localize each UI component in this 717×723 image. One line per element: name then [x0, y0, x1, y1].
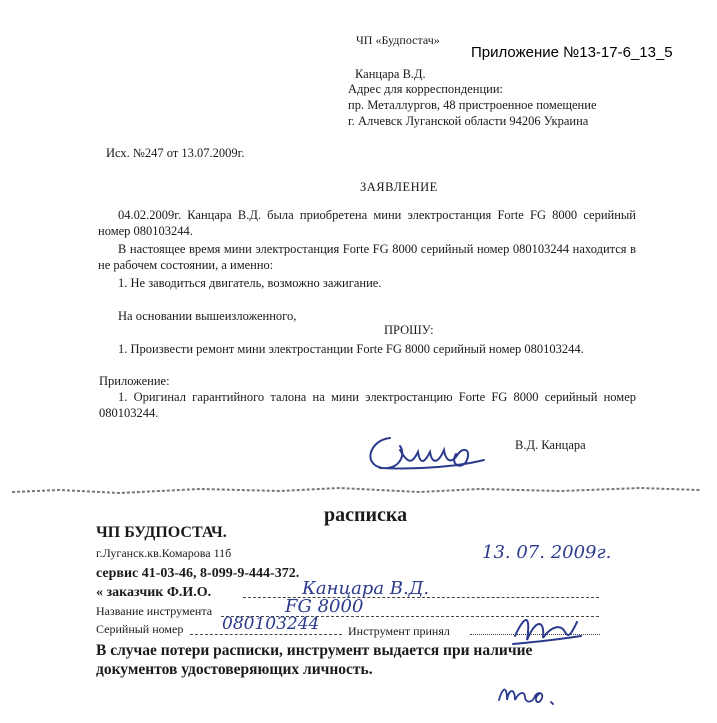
- grounds-text: На основании вышеизложенного,: [118, 309, 297, 323]
- receipt-service-phones: сервис 41-03-46, 8-099-9-444-372.: [96, 566, 300, 581]
- serial-label: Серийный номер: [96, 622, 184, 636]
- receipt-date: 13. 07. 2009г.: [482, 542, 612, 563]
- accepted-label: Инструмент принял: [348, 624, 450, 638]
- appendix-number: Приложение №13-17-6_13_5: [471, 44, 673, 61]
- notice-line-1: В случае потери расписки, инструмент выдается при наличие: [96, 642, 533, 659]
- letter-title: ЗАЯВЛЕНИЕ: [360, 180, 438, 194]
- request-heading: ПРОШУ:: [384, 323, 434, 337]
- serial-value: 080103244: [222, 614, 320, 634]
- instrument-label: Название инструмента: [96, 604, 213, 618]
- receipt-company: ЧП БУДПОСТАЧ.: [96, 524, 227, 541]
- appendix-label: Приложение:: [99, 374, 170, 388]
- address-line-2: г. Алчевск Луганской области 94206 Украина: [348, 114, 589, 128]
- tear-line: [0, 482, 717, 502]
- address-label: Адрес для корреспонденции:: [348, 82, 504, 96]
- outgoing-ref: Исх. №247 от 13.07.2009г.: [106, 146, 245, 160]
- appendix-line-2: 080103244.: [99, 406, 159, 420]
- paragraph-1-line-1: 04.02.2009г. Канцара В.Д. была приобретена мини электростанция Forte FG 8000 серийный: [118, 208, 636, 222]
- company-header: ЧП «Будпостач»: [356, 33, 440, 47]
- addressee-name: Канцара В.Д.: [355, 67, 426, 81]
- paragraph-1-line-2: номер 080103244.: [98, 224, 193, 238]
- instrument-value: FG 8000: [285, 596, 364, 617]
- receipt-title: расписка: [324, 504, 408, 526]
- signature-name: В.Д. Канцара: [515, 438, 586, 452]
- appendix-line-1: 1. Оригинал гарантийного талона на мини электростанцию Forte FG 8000 серийный номер: [118, 390, 636, 404]
- notice-line-2: документов удостоверяющих личность.: [96, 661, 373, 678]
- request-item: 1. Произвести ремонт мини электростанции Forte FG 8000 серийный номер 080103244.: [118, 342, 584, 356]
- address-line-1: пр. Металлургов, 48 пристроенное помещение: [348, 98, 597, 112]
- handwritten-mark-image: [495, 678, 565, 708]
- customer-label: « заказчик Ф.И.О.: [96, 585, 212, 600]
- receipt-address: г.Луганск.кв.Комарова 11б: [96, 546, 232, 560]
- serial-line: [190, 634, 342, 635]
- customer-value: Канцара В.Д.: [302, 578, 430, 599]
- defect-item: 1. Не заводиться двигатель, возможно зажигание.: [118, 276, 382, 290]
- signature-image: [360, 424, 490, 474]
- paragraph-2-line-1: В настоящее время мини электростанция Forte FG 8000 серийный номер 080103244 находится в: [118, 242, 636, 256]
- paragraph-2-line-2: не рабочем состоянии, а именно:: [98, 258, 274, 272]
